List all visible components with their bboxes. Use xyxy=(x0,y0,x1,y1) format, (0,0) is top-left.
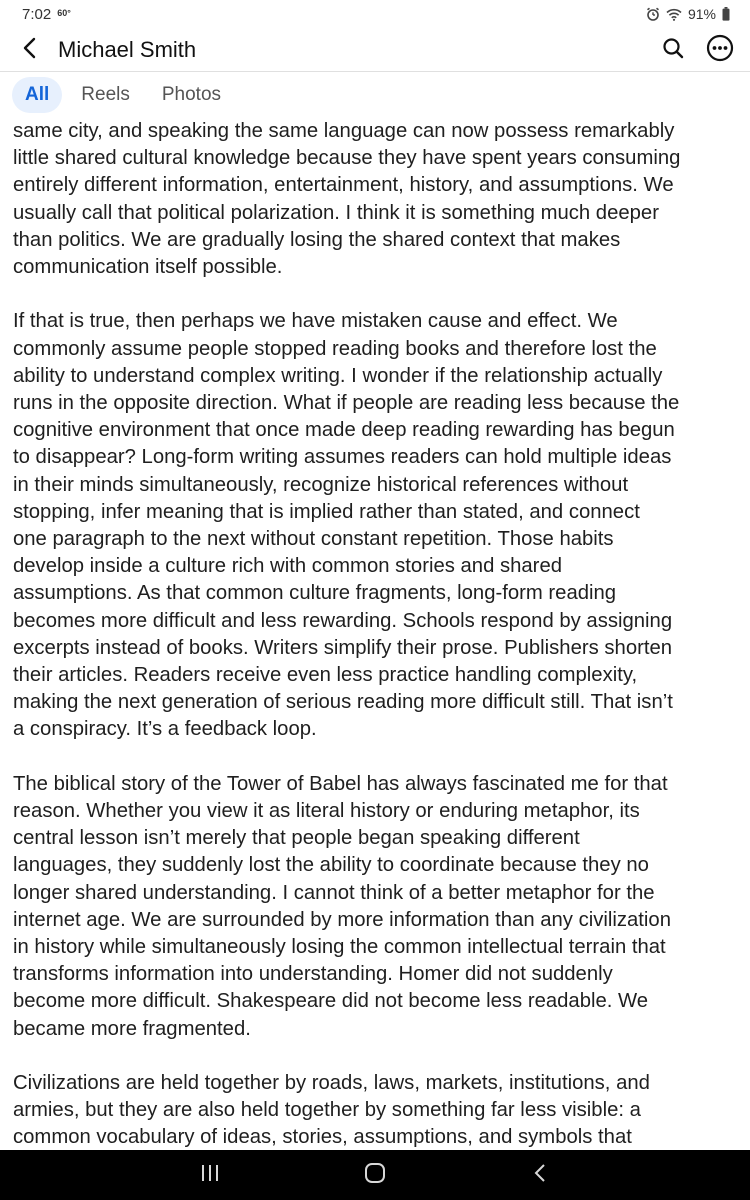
back-icon xyxy=(533,1163,547,1188)
recent-apps-icon xyxy=(200,1164,220,1187)
text-line: communication itself possible. xyxy=(13,256,283,279)
system-back-button[interactable] xyxy=(510,1150,570,1200)
header xyxy=(0,28,750,72)
text-line: internet age. We are surrounded by more information than any civilization xyxy=(13,908,671,931)
tab-reels[interactable]: Reels xyxy=(81,84,130,105)
search-icon xyxy=(662,37,684,64)
recent-apps-button[interactable] xyxy=(180,1150,240,1200)
more-options-icon xyxy=(706,34,734,67)
home-button[interactable] xyxy=(345,1150,405,1200)
text-line: ability to understand complex writing. I wonder if the relationship actually xyxy=(13,364,663,387)
text-line: than politics. We are gradually losing the shared context that makes xyxy=(13,228,621,251)
text-line: If that is true, then perhaps we have mistaken cause and effect. We xyxy=(13,310,618,333)
text-line: common vocabulary of ideas, stories, assumptions, and symbols that xyxy=(13,1126,632,1149)
text-line: central lesson isn’t merely that people began speaking different xyxy=(13,827,580,850)
battery-icon xyxy=(722,7,730,21)
text-line: excerpts instead of books. Writers simplify their prose. Publishers shorten xyxy=(13,636,673,659)
text-line: to disappear? Long-form writing assumes readers can hold multiple ideas xyxy=(13,446,672,469)
more-options-button[interactable] xyxy=(706,34,734,67)
text-line: languages, they suddenly lost the ability to coordinate because they no xyxy=(13,854,649,877)
tab-bar xyxy=(12,77,234,113)
text-line: reason. Whether you view it as literal history or enduring metaphor, its xyxy=(13,800,640,823)
search-button[interactable] xyxy=(662,37,684,64)
wifi-icon xyxy=(666,8,682,21)
text-line: develop inside a culture rich with common stories and shared xyxy=(13,555,562,578)
text-line: became more fragmented. xyxy=(13,1017,251,1040)
page-title: Michael Smith xyxy=(58,37,197,62)
status-time: 7:02 xyxy=(22,5,52,23)
header-actions xyxy=(662,34,734,67)
battery-percent: 91% xyxy=(687,6,716,22)
text-line: armies, but they are also held together by something far less visible: a xyxy=(13,1099,641,1122)
text-line: making the next generation of serious reading more difficult still. That isn’t xyxy=(13,691,673,714)
header-divider xyxy=(0,71,750,72)
text-line: becomes more difficult and less rewarding. Schools respond by assigning xyxy=(13,609,673,632)
text-line: one paragraph to the next without constant repetition. Those habits xyxy=(13,528,614,551)
text-line: usually call that political polarization. I think it is something much deeper xyxy=(13,201,659,224)
text-line: their articles. Readers receive even less practice handling complexity, xyxy=(13,664,638,687)
text-line: entirely different information, entertainment, history, and assumptions. We xyxy=(13,174,674,197)
text-line: assumptions. As that common culture fragments, long-form reading xyxy=(13,582,617,605)
text-line: in their minds simultaneously, recognize historical references without xyxy=(13,473,629,496)
text-line: a conspiracy. It’s a feedback loop. xyxy=(13,718,317,741)
post-text xyxy=(13,118,743,1179)
paragraph xyxy=(13,771,743,1043)
tab-all[interactable]: All xyxy=(12,77,62,113)
status-right xyxy=(646,6,730,22)
text-line: commonly assume people stopped reading books and therefore lost the xyxy=(13,337,657,360)
home-icon xyxy=(364,1162,386,1189)
text-line: runs in the opposite direction. What if people are reading less because the xyxy=(13,392,680,415)
text-line: become more difficult. Shakespeare did not become less readable. We xyxy=(13,990,649,1013)
tab-photos[interactable]: Photos xyxy=(161,84,222,105)
paragraph xyxy=(13,118,743,281)
text-line: Civilizations are held together by roads, laws, markets, institutions, and xyxy=(13,1072,650,1095)
status-temperature: 60° xyxy=(57,7,71,18)
text-line: The biblical story of the Tower of Babel has always fascinated me for that xyxy=(13,772,668,795)
text-line: longer shared understanding. I cannot think of a better metaphor for the xyxy=(13,881,655,904)
text-line: in history while simultaneously losing the common intellectual terrain that xyxy=(13,936,666,959)
text-line: same city, and speaking the same language can now possess remarkably xyxy=(13,120,675,142)
status-bar xyxy=(0,0,750,28)
text-line: stopping, infer meaning that is implied rather than stated, and connect xyxy=(13,500,640,523)
paragraph xyxy=(13,308,743,743)
text-line: cognitive environment that once made deep reading rewarding has begun xyxy=(13,419,675,442)
system-nav-bar xyxy=(0,1150,750,1200)
status-left xyxy=(22,6,71,23)
paragraph xyxy=(13,1070,743,1152)
text-line: little shared cultural knowledge because they have spent years consuming xyxy=(13,147,681,170)
text-line: transforms information into understanding. Homer did not suddenly xyxy=(13,963,613,986)
alarm-icon xyxy=(646,7,660,21)
back-button[interactable] xyxy=(16,35,42,65)
chevron-left-icon xyxy=(22,37,36,64)
